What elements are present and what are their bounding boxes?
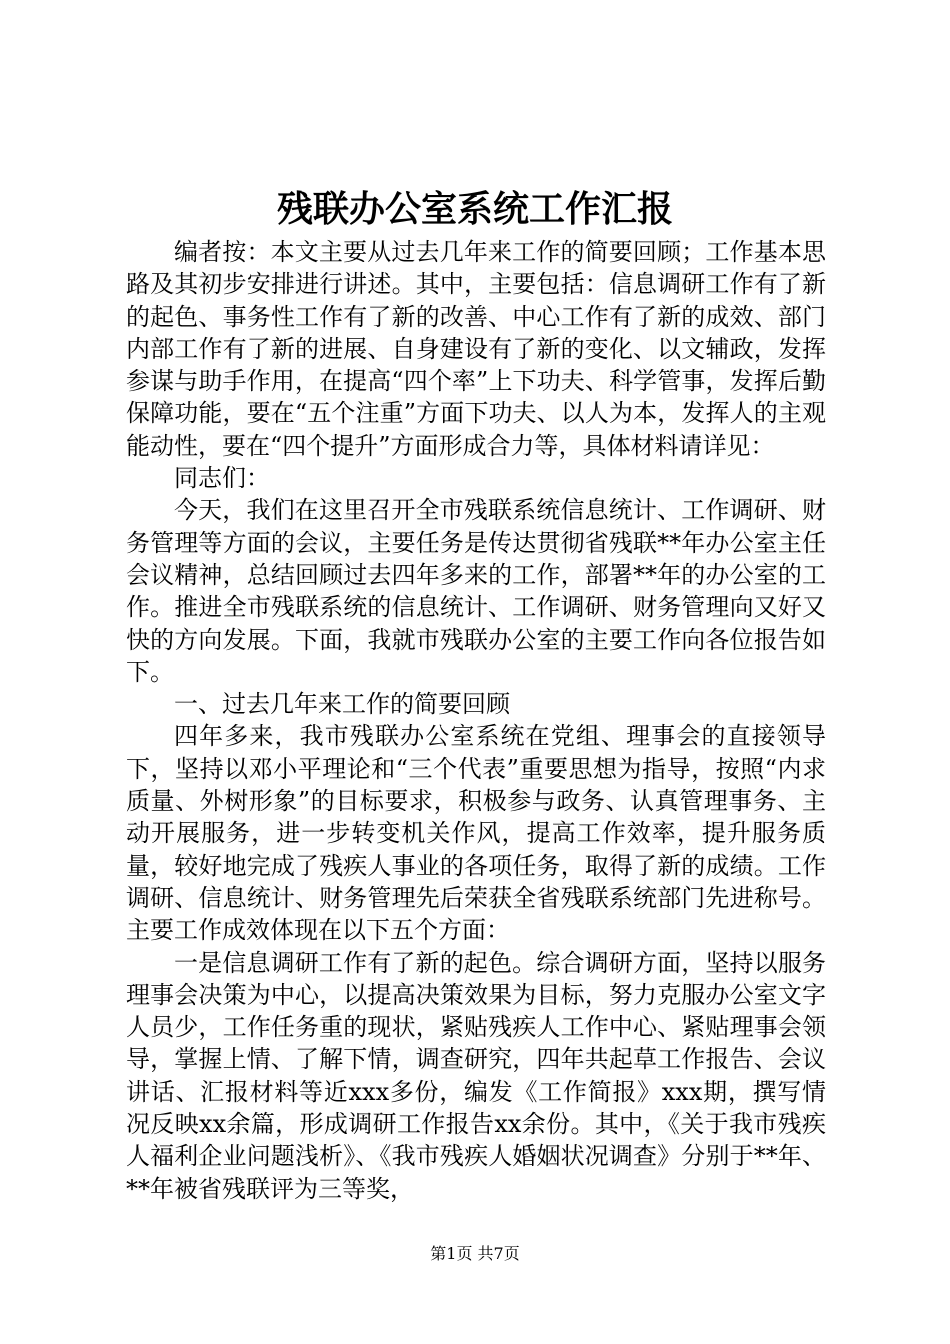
opening-paragraph: 今天，我们在这里召开全市残联系统信息统计、工作调研、财务管理等方面的会议，主要任务是传达贯彻省残联**年办公室主任会议精神，总结回顾过去四年多来的工作，部署**年的办公室的工作。推进全市残联系统的信息统计、工作调研、财务管理向又好又快的方向发展。下面，我就市残联办公室的主要工作向各位报告如下。	[126, 496, 826, 686]
salutation-paragraph: 同志们：	[174, 464, 270, 493]
document-title: 残联办公室系统工作汇报	[276, 188, 673, 230]
editor-note-paragraph: 编者按：本文主要从过去几年来工作的简要回顾；工作基本思路及其初步安排进行讲述。其中，主要包括：信息调研工作有了新的起色、事务性工作有了新的改善、中心工作有了新的成效、部门内部工作有了新的进展、自身建设有了新的变化、以文辅政，发挥参谋与助手作用，在提高“四个率”上下功夫、科学管事，发挥后勤保障功能，要在“五个注重”方面下功夫、以人为本，发挥人的主观能动性，要在“四个提升”方面形成合力等，具体材料请详见：	[126, 238, 826, 460]
document-body	[126, 236, 826, 1205]
review-paragraph: 四年多来，我市残联办公室系统在党组、理事会的直接领导下，坚持以邓小平理论和“三个代表”重要思想为指导，按照“内求质量、外树形象”的目标要求，积极参与政务、认真管理事务、主动开展服务，进一步转变机关作风，提高工作效率，提升服务质量，较好地完成了残疾人事业的各项任务，取得了新的成绩。工作调研、信息统计、财务管理先后荣获全省残联系统部门先进称号。主要工作成效体现在以下五个方面：	[126, 722, 826, 945]
research-paragraph: 一是信息调研工作有了新的起色。综合调研方面，坚持以服务理事会决策为中心，以提高决策效果为目标，努力克服办公室文字人员少，工作任务重的现状，紧贴残疾人工作中心、紧贴理事会领导，掌握上情、了解下情，调查研究，四年共起草工作报告、会议讲话、汇报材料等近xxx多份，编发《工作简报》xxx期，撰写情况反映xx余篇，形成调研工作报告xx余份。其中，《关于我市残疾人福利企业问题浅析》、《我市残疾人婚姻状况调查》分别于**年、**年被省残联评为三等奖，	[126, 948, 826, 1203]
page-footer: 第1页 共7页	[430, 1244, 520, 1263]
section-heading-review: 一、过去几年来工作的简要回顾	[174, 690, 510, 719]
